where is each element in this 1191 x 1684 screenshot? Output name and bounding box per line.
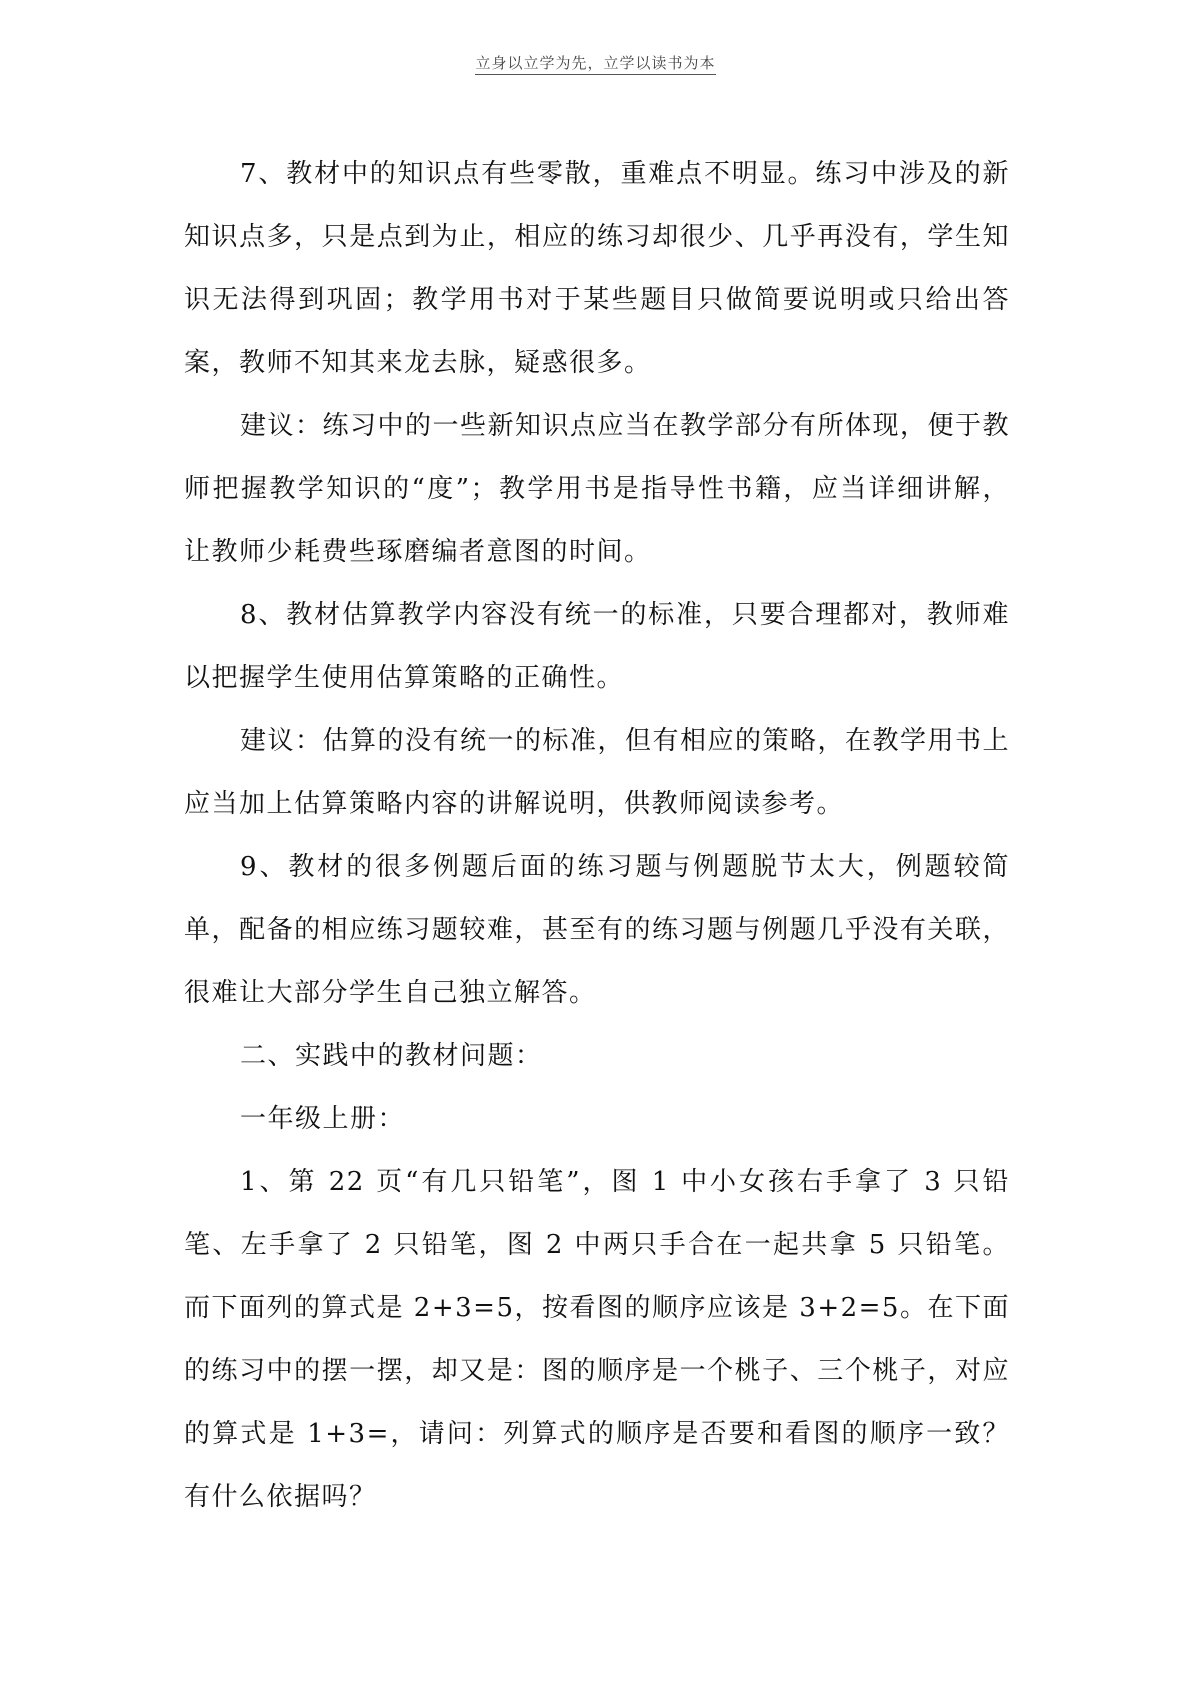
header-motto: 立身以立学为先，立学以读书为本 xyxy=(475,54,715,75)
paragraph-suggestion-8: 建议：估算的没有统一的标准，但有相应的策略，在教学用书上应当加上估算策略内容的讲解说明，供教师阅读参考。 xyxy=(184,726,1011,819)
paragraph-item-9: 9、教材的很多例题后面的练习题与例题脱节太大，例题较简单，配备的相应练习题较难，甚至有的练习题与例题几乎没有关联，很难让大部分学生自己独立解答。 xyxy=(184,852,1010,1008)
document-body xyxy=(184,143,1010,1529)
paragraph-item-8: 8、教材估算教学内容没有统一的标准，只要合理都对，教师难以把握学生使用估算策略的正确性。 xyxy=(184,600,1010,693)
subsection-heading: 一年级上册： xyxy=(240,1104,406,1134)
page-header xyxy=(0,52,1191,73)
paragraph-item-7: 7、教材中的知识点有些零散，重难点不明显。练习中涉及的新知识点多，只是点到为止，相应的练习却很少、几乎再没有，学生知识无法得到巩固；教学用书对于某些题目只做简要说明或只给出答案，教师不知其来龙去脉，疑惑很多。 xyxy=(184,159,1010,378)
paragraph-problem-1: 1、第 22 页“有几只铅笔”，图 1 中小女孩右手拿了 3 只铅笔、左手拿了 2 只铅笔，图 2 中两只手合在一起共拿 5 只铅笔。而下面列的算式是 2+3=5，按看图的顺序应该是 3+2=5。在下面的练习中的摆一摆，却又是：图的顺序是一个桃子、三个桃子，对应的算式是 1+3=，请问：列算式的顺序是否要和看图的顺序一致？有什么依据吗？ xyxy=(184,1167,1010,1512)
paragraph-suggestion-7: 建议：练习中的一些新知识点应当在教学部分有所体现，便于教师把握教学知识的“度”；教学用书是指导性书籍，应当详细讲解，让教师少耗费些琢磨编者意图的时间。 xyxy=(184,411,1011,567)
section-heading: 二、实践中的教材问题： xyxy=(240,1041,543,1071)
